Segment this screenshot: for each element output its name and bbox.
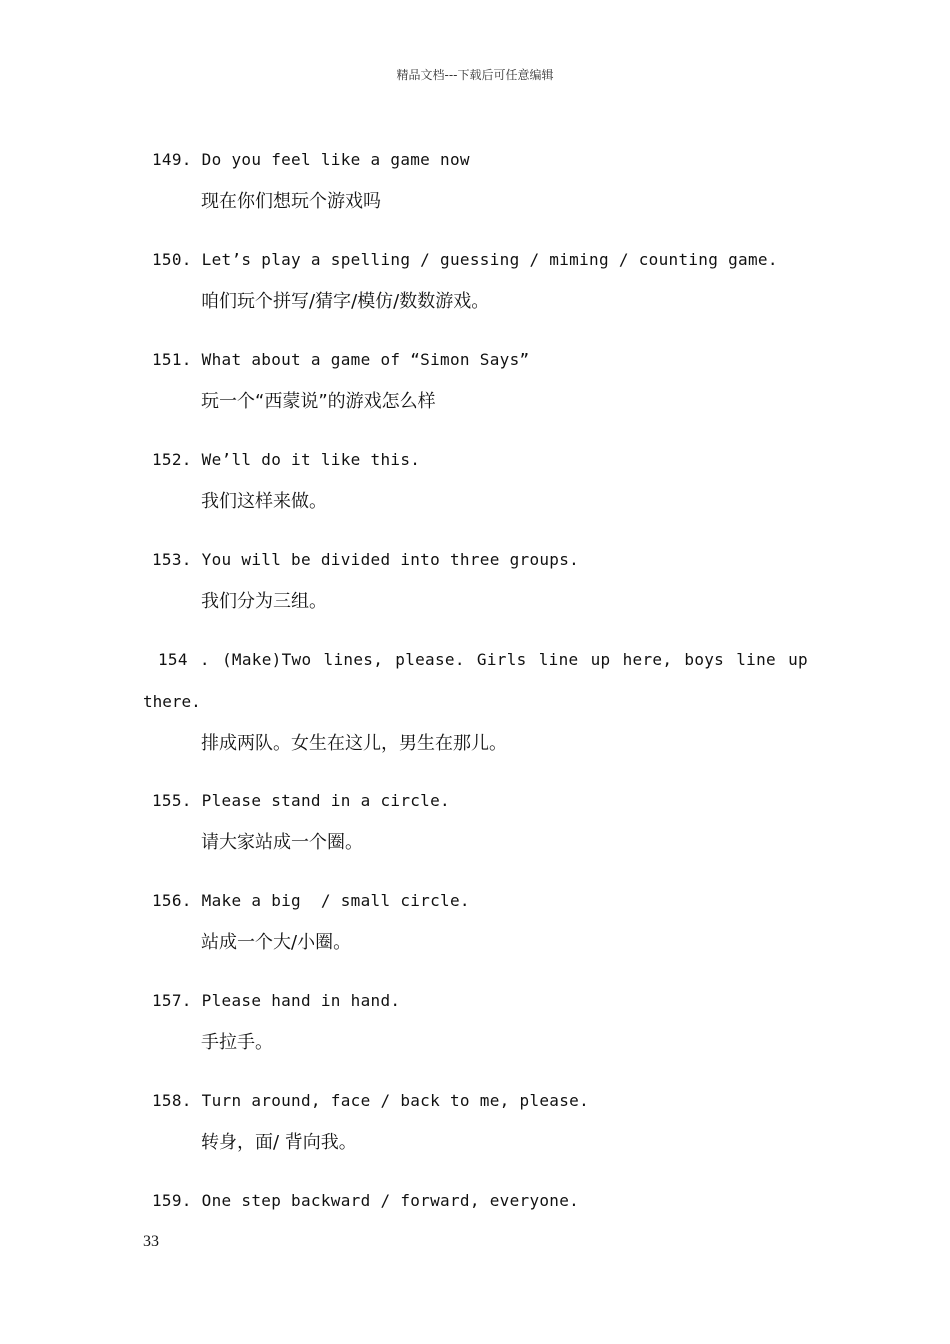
phrase-chinese: 咱们玩个拼写/猜字/模仿/数数游戏。 [201, 291, 490, 312]
phrase-chinese: 我们这样来做。 [201, 491, 327, 512]
phrase-english: 150. Let’s play a spelling / guessing / miming / counting game. [152, 250, 778, 269]
phrase-english: 153. You will be divided into three groups. [152, 550, 580, 569]
phrase-chinese: 排成两队。女生在这儿，男生在那儿。 [201, 733, 507, 754]
phrase-english: 157. Please hand in hand. [152, 991, 401, 1010]
phrase-english: 152. We’ll do it like this. [152, 450, 421, 469]
page-number: 33 [143, 1233, 159, 1250]
phrase-english-continuation: there. [143, 692, 201, 711]
phrase-english: 155. Please stand in a circle. [152, 791, 450, 810]
phrase-chinese: 手拉手。 [201, 1032, 273, 1053]
phrase-english: 159. One step backward / forward, everyone. [152, 1191, 580, 1210]
phrase-chinese: 我们分为三组。 [201, 591, 327, 612]
phrase-chinese: 现在你们想玩个游戏吗 [201, 191, 381, 212]
phrase-chinese: 玩一个“西蒙说”的游戏怎么样 [201, 391, 436, 412]
phrase-english: 154 . (Make)Two lines, please. Girls line up here, boys line up [158, 650, 808, 669]
phrase-chinese: 转身，面/ 背向我。 [201, 1132, 357, 1153]
phrase-english: 158. Turn around, face / back to me, please. [152, 1091, 590, 1110]
phrase-chinese: 请大家站成一个圈。 [201, 832, 363, 853]
phrase-chinese: 站成一个大/小圈。 [201, 932, 352, 953]
phrase-english: 149. Do you feel like a game now [152, 150, 470, 169]
page-header: 精品文档---下载后可任意编辑 [396, 68, 554, 82]
phrase-english: 156. Make a big / small circle. [152, 891, 470, 910]
phrase-english: 151. What about a game of “Simon Says” [152, 350, 530, 369]
